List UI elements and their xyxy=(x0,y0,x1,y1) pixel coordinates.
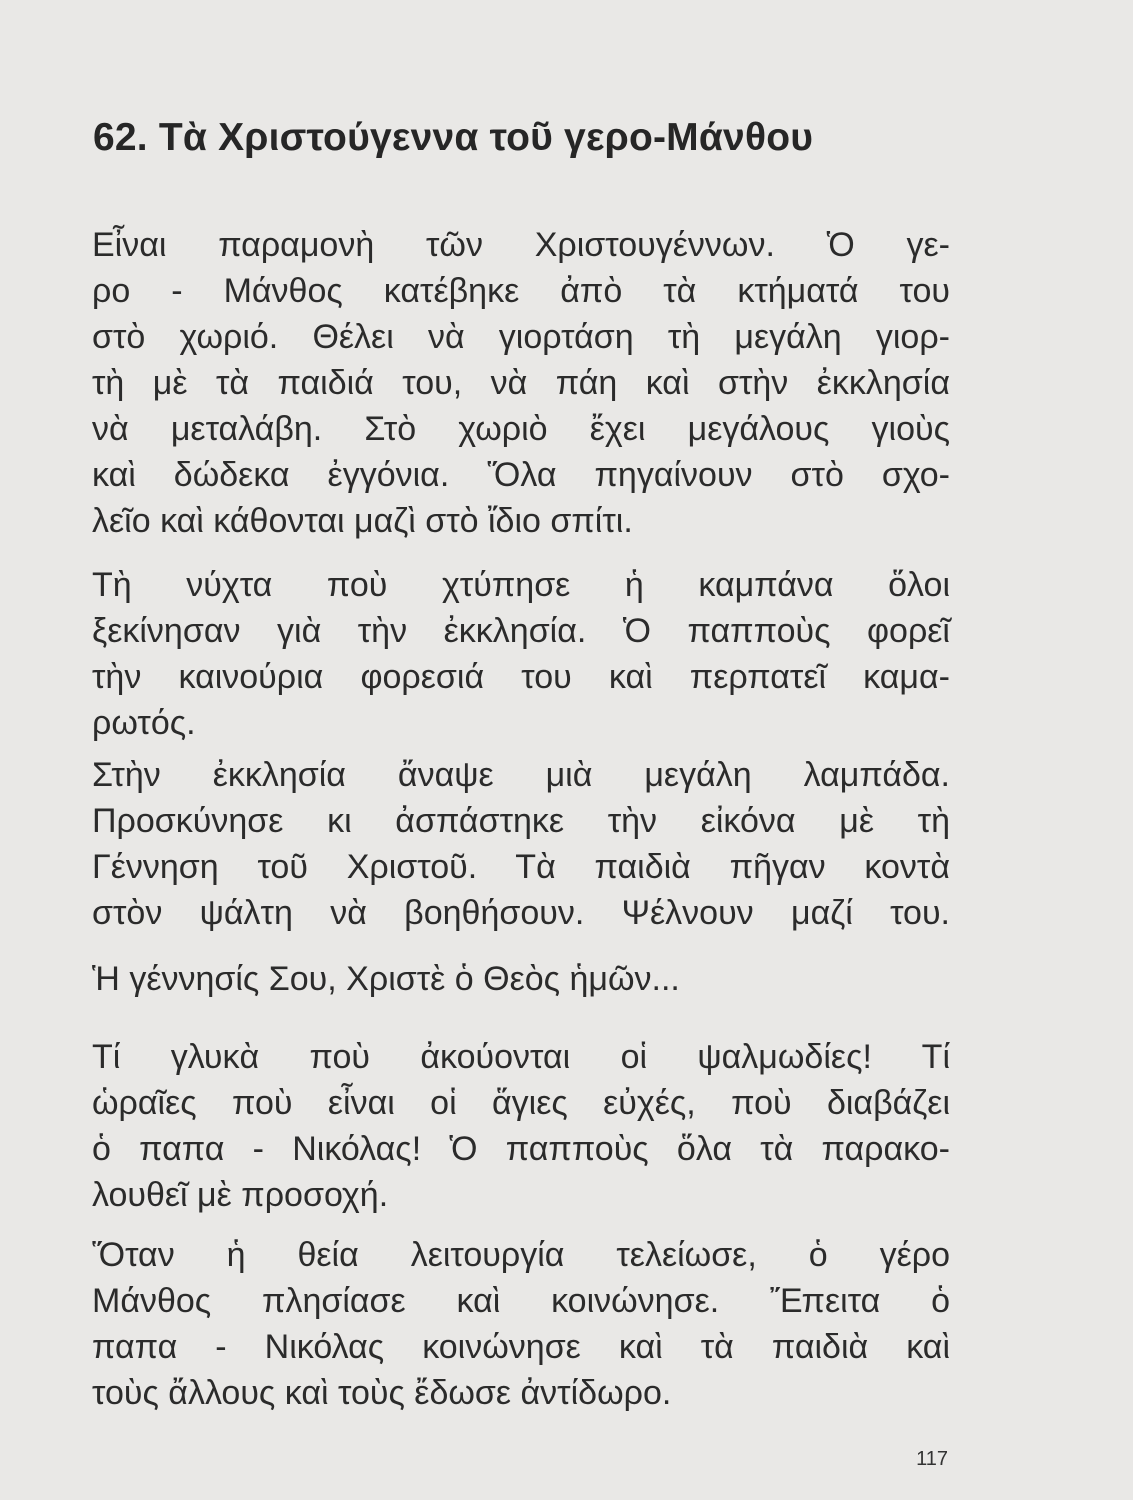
text-line: ὁ παπα - Νικόλας! Ὁ παπποὺς ὅλα τὰ παρακο- xyxy=(92,1130,950,1168)
text-line: Στὴν ἐκκλησία ἄναψε μιὰ μεγάλη λαμπάδα. xyxy=(92,756,950,794)
text-line: Ἡ γέννησίς Σου, Χριστὲ ὁ Θεὸς ἡμῶν... xyxy=(92,960,680,998)
text-line: τοὺς ἄλλους καὶ τοὺς ἔδωσε ἀντίδωρο. xyxy=(92,1374,672,1412)
text-line: καὶ δώδεκα ἐγγόνια. Ὅλα πηγαίνουν στὸ σχο- xyxy=(92,456,950,494)
text-line: στὸ χωριό. Θέλει νὰ γιορτάση τὴ μεγάλη γιορ- xyxy=(92,318,950,356)
text-line: Τί γλυκὰ ποὺ ἀκούονται οἱ ψαλμωδίες! Τί xyxy=(92,1038,950,1076)
text-line: νὰ μεταλάβη. Στὸ χωριὸ ἔχει μεγάλους γιοὺς xyxy=(92,410,950,448)
text-line: ξεκίνησαν γιὰ τὴν ἐκκλησία. Ὁ παπποὺς φορεῖ xyxy=(92,612,950,650)
text-line: Μάνθος πλησίασε καὶ κοινώνησε. Ἔπειτα ὁ xyxy=(92,1282,950,1320)
text-line: Προσκύνησε κι ἀσπάστηκε τὴν εἰκόνα μὲ τὴ xyxy=(92,802,950,840)
chapter-title: 62. Τὰ Χριστούγεννα τοῦ γερο-Μάνθου xyxy=(93,116,814,159)
text-line: ὡραῖες ποὺ εἶναι οἱ ἅγιες εὐχές, ποὺ διαβάζει xyxy=(92,1084,950,1122)
text-line: Γέννηση τοῦ Χριστοῦ. Τὰ παιδιὰ πῆγαν κοντὰ xyxy=(92,848,950,886)
text-line: Ὅταν ἡ θεία λειτουργία τελείωσε, ὁ γέρο xyxy=(92,1236,950,1274)
text-line: ρωτός. xyxy=(92,704,196,742)
page-number: 117 xyxy=(916,1448,948,1470)
text-line: λεῖο καὶ κάθονται μαζὶ στὸ ἴδιο σπίτι. xyxy=(92,502,633,540)
text-line: Τὴ νύχτα ποὺ χτύπησε ἡ καμπάνα ὅλοι xyxy=(92,566,950,604)
text-line: τὴ μὲ τὰ παιδιά του, νὰ πάη καὶ στὴν ἐκκλησία xyxy=(92,364,950,402)
text-line: ρο - Μάνθος κατέβηκε ἀπὸ τὰ κτήματά του xyxy=(92,272,950,310)
text-line: παπα - Νικόλας κοινώνησε καὶ τὰ παιδιὰ καὶ xyxy=(92,1328,950,1366)
text-line: Εἶναι παραμονὴ τῶν Χριστουγέννων. Ὁ γε- xyxy=(92,226,950,264)
text-line: τὴν καινούρια φορεσιά του καὶ περπατεῖ καμα- xyxy=(92,658,950,696)
text-line: λουθεῖ μὲ προσοχή. xyxy=(92,1176,389,1214)
text-line: στὸν ψάλτη νὰ βοηθήσουν. Ψέλνουν μαζί του. xyxy=(92,894,950,932)
